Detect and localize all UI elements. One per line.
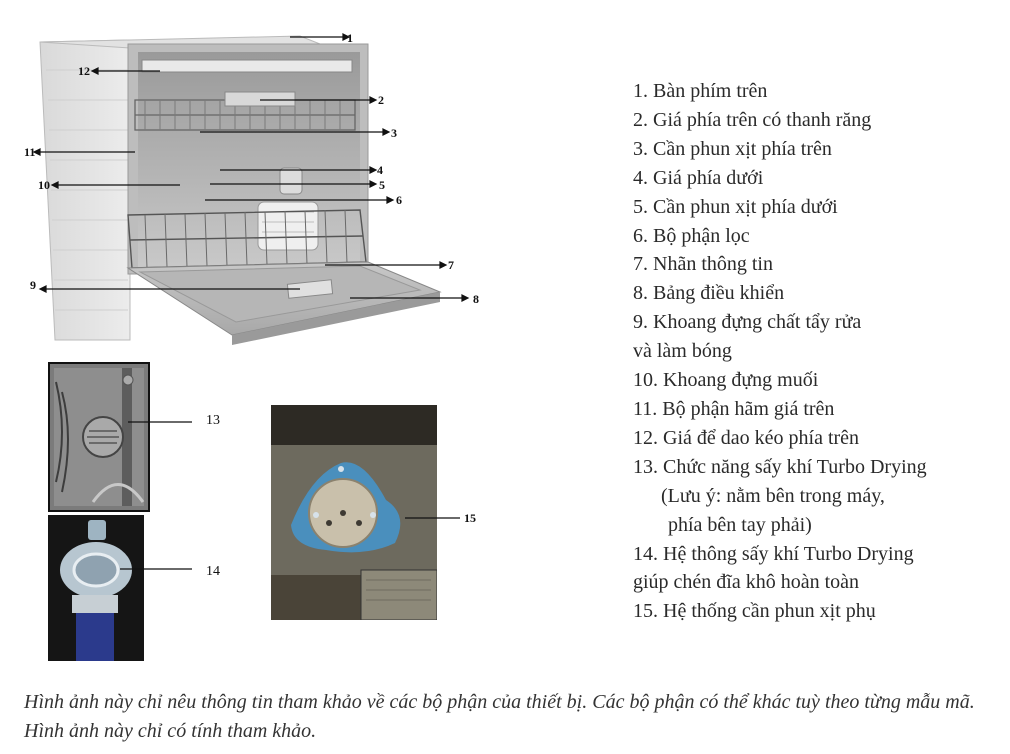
callout-11: 11 bbox=[24, 145, 36, 159]
callout-8: 8 bbox=[473, 292, 479, 306]
callout-13: 13 bbox=[206, 413, 220, 428]
legend-item-13-note-cont: phía bên tay phải) bbox=[668, 513, 812, 536]
legend-item-8: 8. Bảng điều khiển bbox=[633, 282, 785, 305]
legend-item-5: 5. Cần phun xịt phía dưới bbox=[633, 195, 838, 218]
legend-item-9: 9. Khoang đựng chất tẩy rửa bbox=[633, 311, 862, 334]
parts-legend bbox=[633, 77, 1003, 626]
disclaimer-footnote: Hình ảnh này chỉ nêu thông tin tham khảo về các bộ phận của thiết bị. Các bộ phận có thể khác tuỳ theo từng mẫu mã. Hình ảnh này chỉ có tính tham khảo. bbox=[24, 691, 975, 742]
legend-item-11: 11. Bộ phận hãm giá trên bbox=[633, 397, 835, 420]
legend-item-13: 13. Chức năng sấy khí Turbo Drying bbox=[633, 455, 927, 478]
legend-item-10: 10. Khoang đựng muối bbox=[633, 369, 819, 392]
legend-item-15: 15. Hệ thống cần phun xịt phụ bbox=[633, 600, 876, 623]
callout-5: 5 bbox=[379, 178, 385, 192]
callout-4: 4 bbox=[377, 163, 383, 177]
callout-9: 9 bbox=[30, 278, 36, 292]
callout-15: 15 bbox=[464, 511, 476, 525]
callout-7: 7 bbox=[448, 258, 454, 272]
callout-6: 6 bbox=[396, 193, 402, 207]
callout-14: 14 bbox=[206, 564, 220, 579]
callout-10: 10 bbox=[38, 178, 50, 192]
legend-item-14-cont: giúp chén đĩa khô hoàn toàn bbox=[633, 571, 860, 594]
legend-item-2: 2. Giá phía trên có thanh răng bbox=[633, 108, 872, 131]
inset-callouts bbox=[0, 0, 500, 660]
legend-item-7: 7. Nhãn thông tin bbox=[633, 253, 773, 276]
legend-item-6: 6. Bộ phận lọc bbox=[633, 224, 750, 247]
callout-3: 3 bbox=[391, 126, 397, 140]
callout-2: 2 bbox=[378, 93, 384, 107]
legend-item-9-cont: và làm bóng bbox=[633, 340, 732, 363]
legend-item-12: 12. Giá để dao kéo phía trên bbox=[633, 426, 860, 449]
legend-item-1: 1. Bàn phím trên bbox=[633, 80, 768, 102]
callout-1: 1 bbox=[347, 31, 353, 45]
legend-item-14: 14. Hệ thông sấy khí Turbo Drying bbox=[633, 542, 914, 565]
legend-item-13-note: (Lưu ý: nằm bên trong máy, bbox=[661, 484, 885, 507]
legend-item-3: 3. Cần phun xịt phía trên bbox=[633, 137, 832, 160]
callout-12: 12 bbox=[78, 64, 90, 78]
legend-item-4: 4. Giá phía dưới bbox=[633, 166, 764, 189]
